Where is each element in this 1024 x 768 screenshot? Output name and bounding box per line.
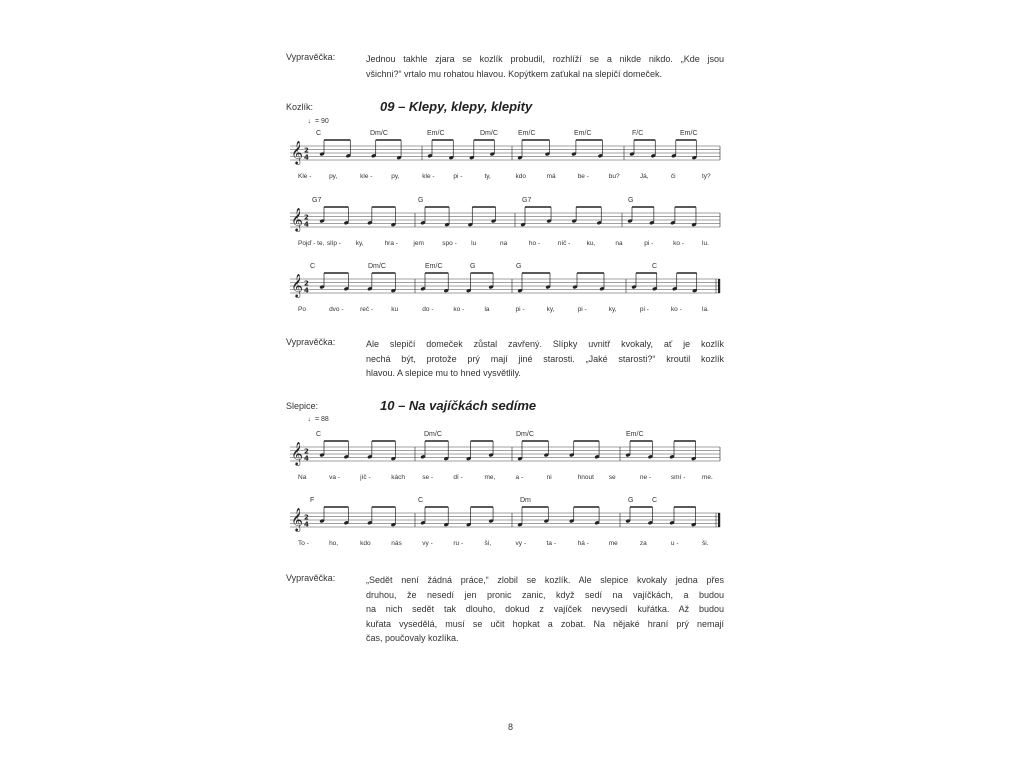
- lyric-syllable: jem: [413, 240, 424, 247]
- lyric-syllable: kách: [391, 474, 405, 481]
- lyric-syllable: spo -: [442, 240, 457, 247]
- lyric-syllable: smí -: [670, 474, 686, 481]
- lyric-syllable: hnout: [577, 474, 594, 481]
- lyric-syllable: lu.: [702, 240, 709, 247]
- lyric-syllable: vy -: [422, 540, 433, 547]
- lyric-syllable: ho -: [528, 240, 541, 247]
- singer-label: Slepice:: [286, 401, 319, 411]
- lyric-syllable: To -: [298, 540, 309, 547]
- narration-line: druhou, že nesedí jen pronic zanic, když sedí na vajíčkách, a budou: [366, 589, 724, 600]
- chord-symbol: Dm/C: [368, 263, 386, 270]
- lyric-syllable: Já,: [639, 173, 649, 180]
- lyric-syllable: ky,: [546, 306, 555, 313]
- chord-symbol: C: [418, 497, 424, 504]
- narration-line: nechá být, protože prý mají jiné starosti. „Jaké starosti?“ kroutil kozlík: [366, 353, 724, 364]
- lyric-syllable: reč -: [360, 306, 374, 313]
- time-signature: 2: [304, 146, 309, 155]
- singer-label: Kozlík:: [286, 102, 314, 112]
- lyric-syllable: ku,: [586, 240, 596, 247]
- lyric-syllable: bu?: [608, 173, 620, 180]
- lyric-syllable: há -: [577, 540, 589, 547]
- lyric-syllable: kdo: [360, 540, 371, 547]
- lyric-syllable: Pojď - te,: [298, 240, 325, 247]
- song-title: 10 – Na vajíčkách sedíme: [380, 398, 537, 413]
- lyric-syllable: be -: [577, 173, 589, 180]
- lyric-syllable: pi -: [577, 306, 587, 313]
- chord-symbol: G7: [522, 197, 532, 204]
- time-signature: 2: [304, 513, 309, 522]
- time-signature: 4: [304, 520, 309, 529]
- lyric-syllable: dí -: [453, 474, 463, 481]
- lyric-syllable: do -: [422, 306, 434, 313]
- narration-line: kuřata vysedělá, musí se učit hopkat a zobat. Na nějaké hraní prý nemají: [366, 618, 724, 629]
- tempo-marking: ♩= 90: [308, 118, 329, 125]
- narration-line: „Sedět není žádná práce,“ zlobil se kozlík. Ale slepice kvokaly jedna přes: [366, 575, 724, 585]
- time-signature: 4: [304, 286, 309, 295]
- lyric-syllable: py,: [391, 173, 400, 180]
- lyric-syllable: lu: [471, 240, 477, 247]
- chord-symbol: Em/C: [626, 431, 644, 438]
- chord-symbol: C: [310, 263, 316, 270]
- lyric-syllable: kle -: [422, 173, 435, 180]
- narration-line: čas, poučovaly kozlíka.: [366, 633, 459, 643]
- lyric-syllable: ko -: [673, 240, 684, 247]
- lyric-syllable: se: [608, 474, 616, 481]
- narration-line: Ale slepičí domeček zůstal zavřený. Slípky uvnitř kvokaly, ať je kozlík: [366, 339, 724, 349]
- lyric-syllable: ko -: [670, 306, 682, 313]
- lyric-syllable: ru -: [453, 540, 464, 547]
- chord-symbol: C: [652, 263, 658, 270]
- lyric-syllable: dvo -: [329, 306, 344, 313]
- lyric-syllable: la: [484, 306, 490, 313]
- lyric-syllable: me.: [702, 474, 713, 481]
- lyric-syllable: se -: [422, 474, 434, 481]
- chord-symbol: C: [652, 497, 658, 504]
- lyric-syllable: ta -: [546, 540, 557, 547]
- treble-clef-icon: 𝄞: [291, 140, 303, 164]
- lyric-syllable: u -: [670, 540, 679, 547]
- chord-symbol: Dm: [520, 497, 531, 504]
- time-signature: 4: [304, 220, 309, 229]
- lyric-syllable: ši.: [702, 540, 709, 547]
- lyric-syllable: ky,: [355, 240, 364, 247]
- lyric-syllable: pi -: [453, 173, 463, 180]
- treble-clef-icon: 𝄞: [291, 273, 303, 297]
- narration-line: na nich sedět tak dlouho, dokud z vajíček nevysedí kuřátka. Až budou: [366, 604, 724, 614]
- lyric-syllable: na: [615, 240, 623, 247]
- song-title: 09 – Klepy, klepy, klepity: [380, 99, 533, 114]
- lyric-syllable: Kle -: [298, 173, 312, 180]
- final-bar-line: [718, 513, 720, 527]
- lyric-syllable: ty,: [484, 173, 491, 180]
- lyric-syllable: kle -: [360, 173, 373, 180]
- lyric-syllable: pi -: [644, 240, 654, 247]
- lyric-syllable: ne -: [639, 474, 652, 481]
- lyric-syllable: má: [546, 173, 556, 180]
- narrator-label: Vypravěčka:: [286, 52, 336, 62]
- lyric-syllable: ho,: [329, 540, 339, 547]
- lyric-syllable: ni: [546, 474, 552, 481]
- lyric-syllable: a -: [515, 474, 524, 481]
- narration-line: všichni?“ vrtalo mu rohatou hlavou. Kopýtkem zaťukal na slepičí domeček.: [366, 68, 663, 79]
- lyric-syllable: jíč -: [360, 474, 371, 481]
- final-bar-line: [718, 279, 720, 293]
- narration-line: hlavou. A slepice mu to hned vysvětlily.: [366, 368, 521, 378]
- chord-symbol: F/C: [632, 130, 644, 137]
- time-signature: 4: [304, 153, 309, 162]
- chord-symbol: G: [628, 197, 634, 204]
- lyric-syllable: ko -: [453, 306, 465, 313]
- lyric-syllable: za: [639, 540, 647, 547]
- lyric-syllable: níč -: [557, 240, 571, 247]
- lyric-syllable: ší,: [484, 540, 492, 547]
- chord-symbol: G: [418, 197, 424, 204]
- lyric-syllable: ku: [391, 306, 399, 313]
- chord-symbol: F: [310, 497, 315, 504]
- lyric-syllable: pi -: [639, 306, 649, 313]
- tempo-marking: ♩= 88: [308, 416, 329, 423]
- narrator-label: Vypravěčka:: [286, 573, 336, 583]
- chord-symbol: Dm/C: [516, 431, 534, 438]
- treble-clef-icon: 𝄞: [291, 507, 303, 531]
- lyric-syllable: va -: [329, 474, 340, 481]
- lyric-syllable: me: [608, 540, 618, 547]
- time-signature: 2: [304, 447, 309, 456]
- lyric-syllable: la.: [702, 306, 709, 313]
- lyric-syllable: pi -: [515, 306, 525, 313]
- chord-symbol: Em/C: [518, 130, 536, 137]
- chord-symbol: Em/C: [574, 130, 592, 137]
- chord-symbol: Em/C: [427, 130, 445, 137]
- lyric-syllable: na: [500, 240, 508, 247]
- lyric-syllable: slíp -: [326, 240, 341, 247]
- treble-clef-icon: 𝄞: [291, 207, 303, 231]
- chord-symbol: C: [316, 431, 322, 438]
- lyric-syllable: ky,: [608, 306, 617, 313]
- time-signature: 2: [304, 279, 309, 288]
- chord-symbol: G7: [312, 197, 322, 204]
- lyric-syllable: či: [670, 173, 676, 180]
- chord-symbol: C: [316, 130, 322, 137]
- narration-line: Jednou takhle zjara se kozlík probudil, rozhlíží se a nikde nikdo. „Kde jsou: [366, 54, 724, 64]
- chord-symbol: Dm/C: [370, 130, 388, 137]
- lyric-syllable: ty?: [702, 173, 711, 180]
- chord-symbol: Dm/C: [424, 431, 442, 438]
- lyric-syllable: py,: [329, 173, 338, 180]
- time-signature: 4: [304, 454, 309, 463]
- chord-symbol: Em/C: [680, 130, 698, 137]
- lyric-syllable: hra -: [384, 240, 398, 247]
- lyric-syllable: me,: [484, 474, 496, 481]
- lyric-syllable: kdo: [515, 173, 527, 180]
- chord-symbol: G: [516, 263, 522, 270]
- page-number: 8: [508, 722, 514, 732]
- lyric-syllable: Na: [298, 474, 307, 481]
- lyric-syllable: vy -: [515, 540, 527, 547]
- time-signature: 2: [304, 213, 309, 222]
- chord-symbol: Dm/C: [480, 130, 498, 137]
- lyric-syllable: nás: [391, 540, 402, 547]
- lyric-syllable: Po: [298, 306, 306, 313]
- narrator-label: Vypravěčka:: [286, 337, 336, 347]
- chord-symbol: G: [628, 497, 634, 504]
- chord-symbol: Em/C: [425, 263, 443, 270]
- chord-symbol: G: [470, 263, 476, 270]
- treble-clef-icon: 𝄞: [291, 441, 303, 465]
